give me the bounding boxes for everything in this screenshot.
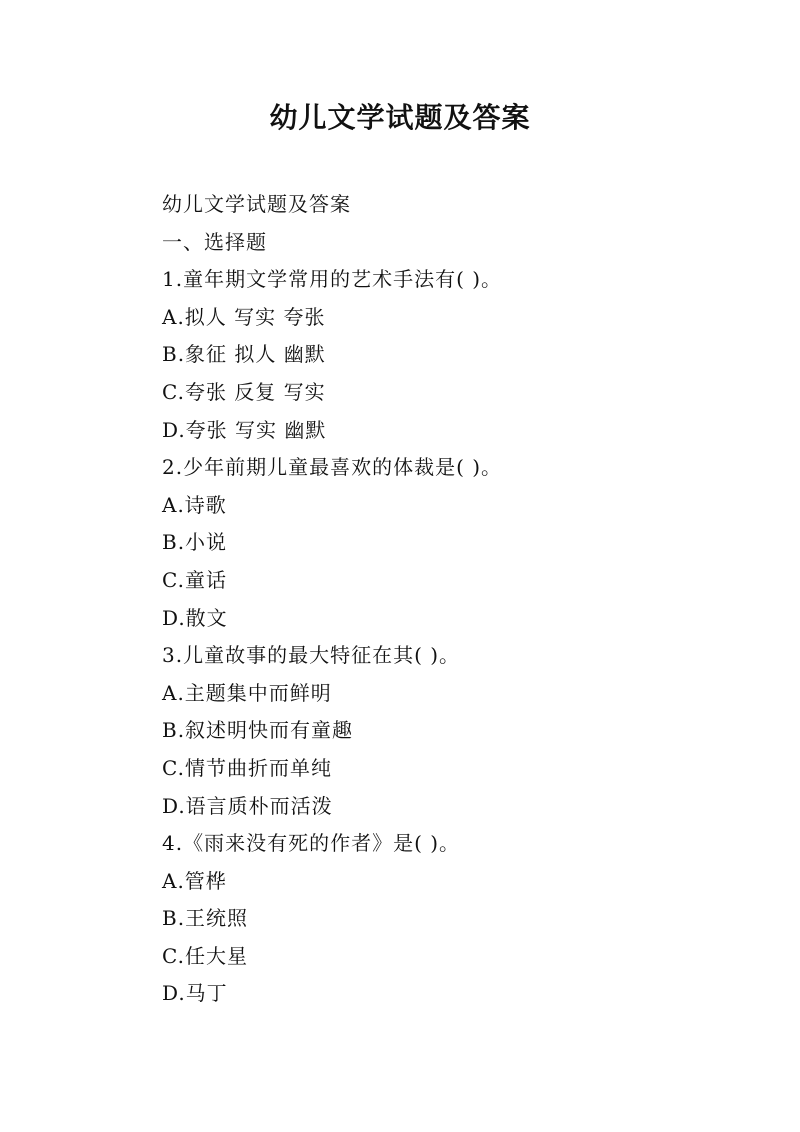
question-1-option-a: A.拟人 写实 夸张 [162, 304, 326, 329]
document-subtitle: 幼儿文学试题及答案 [162, 192, 351, 216]
question-4-option-b: B.王统照 [162, 906, 249, 931]
question-2-option-a: A.诗歌 [162, 492, 227, 517]
question-2-option-b: B.小说 [162, 530, 228, 555]
question-4-option-d: D.马丁 [162, 981, 228, 1006]
document-body [162, 186, 722, 1013]
page-title: 幼儿文学试题及答案 [269, 101, 531, 134]
question-1-option-d: D.夸张 写实 幽默 [162, 417, 327, 442]
question-3-option-a: A.主题集中而鲜明 [162, 680, 332, 705]
question-3-option-b: B.叙述明快而有童趣 [162, 718, 354, 743]
question-1-stem: 1.童年期文学常用的艺术手法有( )。 [162, 267, 503, 292]
question-2-stem: 2.少年前期儿童最喜欢的体裁是( )。 [162, 455, 503, 480]
question-4-stem: 4.《雨来没有死的作者》是( )。 [162, 831, 461, 856]
question-1-option-b: B.象征 拟人 幽默 [162, 342, 326, 367]
question-3-option-d: D.语言质朴而活泼 [162, 793, 333, 818]
question-3-option-c: C.情节曲折而单纯 [162, 755, 332, 780]
section-heading: 一、选择题 [162, 229, 267, 254]
question-3-stem: 3.儿童故事的最大特征在其( )。 [162, 643, 461, 668]
question-2-option-c: C.童话 [162, 567, 227, 592]
question-4-option-c: C.任大星 [162, 943, 248, 968]
question-2-option-d: D.散文 [162, 605, 228, 630]
question-1-option-c: C.夸张 反复 写实 [162, 379, 326, 404]
question-4-option-a: A.管桦 [162, 868, 227, 893]
